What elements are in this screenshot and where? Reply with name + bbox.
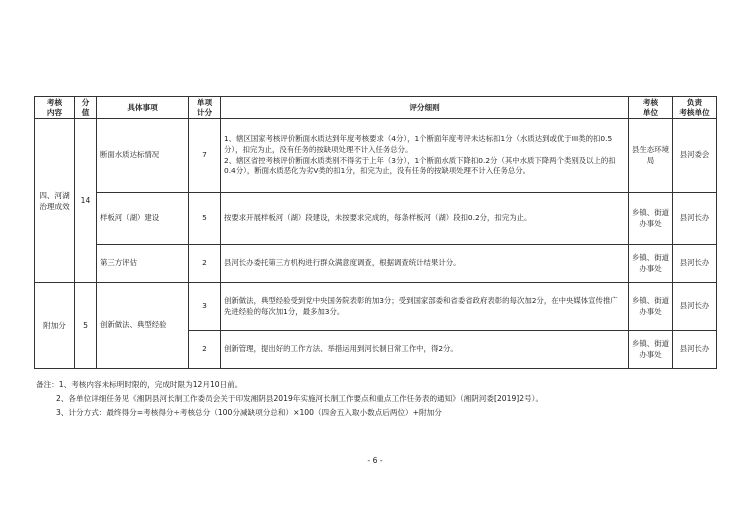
row1-item: 断面水质达标情况 (97, 119, 189, 193)
header-unit: 考核 单位 (629, 97, 673, 119)
row4-rules: 创新做法，典型经验受到党中央国务院表彰的加3分；受到国家部委和省委省政府表彰的每次加2分，在中央媒体宣传推广先进经验的每次加1分，最多加3分。 (221, 283, 629, 331)
row1-owner: 县河委会 (673, 119, 717, 193)
section1-points: 14 (75, 119, 97, 283)
row2-item: 样板河（湖）建设 (97, 193, 189, 245)
row5-rules: 创新管理，提出好的工作方法、举措运用到河长制日常工作中，得2分。 (221, 331, 629, 369)
row1-item-points: 7 (189, 119, 221, 193)
section1-category: 四、河湖治理成效 (35, 119, 75, 283)
note-line-1: 备注：1、考核内容未标明时限的，完成时限为12月10日前。 (36, 380, 243, 389)
row3-item-points: 2 (189, 245, 221, 283)
table-row (35, 119, 717, 193)
header-row (35, 97, 717, 119)
note-line-2: 2、各单位详细任务见《湘阴县河长制工作委员会关于印发湘阴县2019年实施河长制工作要点和重点工作任务表的通知》（湘阴河委[2019]2号）。 (56, 394, 544, 403)
row4-owner: 县河长办 (673, 283, 717, 331)
table-row (35, 283, 717, 331)
row3-item: 第三方评估 (97, 245, 189, 283)
header-item-points: 单项 计分 (189, 97, 221, 119)
section2-item: 创新做法、典型经验 (97, 283, 189, 369)
row4-item-points: 3 (189, 283, 221, 331)
row2-unit: 乡镇、街道办事处 (629, 193, 673, 245)
row5-unit: 乡镇、街道办事处 (629, 331, 673, 369)
header-rules: 评分细则 (221, 97, 629, 119)
header-owner: 负责 考核单位 (673, 97, 717, 119)
section2-points: 5 (75, 283, 97, 369)
notes (36, 378, 726, 420)
row1-rules: 1、辖区国家考核评价断面水质达到年度考核要求（4分），1个断面年度考评未达标扣1分（水质达到或优于III类的扣0.5分），扣完为止，没有任务的按缺项处理不计入任务总分。 2、辖区省控考核评价断面水质类别不得劣于上年（3分），1个断面水质下降扣0.2分（其中水质下降两个类别及以上的扣0.4分），断面水质恶化为劣V类的扣1分，扣完为止，没有任务的按缺项处理不计入任务总分。 (221, 119, 629, 193)
row3-unit: 乡镇、街道办事处 (629, 245, 673, 283)
section2-category: 附加分 (35, 283, 75, 369)
note-line-3: 3、计分方式：最终得分=考核得分÷考核总分（100分减缺项分总和）×100（四舍五入取小数点后两位）+附加分 (56, 408, 442, 417)
row4-unit: 乡镇、街道办事处 (629, 283, 673, 331)
header-category: 考核 内容 (35, 97, 75, 119)
table-row (35, 245, 717, 283)
row2-owner: 县河长办 (673, 193, 717, 245)
row1-unit: 县生态环境局 (629, 119, 673, 193)
scoring-table (34, 96, 717, 369)
page-number: - 6 - (367, 456, 383, 465)
row5-item-points: 2 (189, 331, 221, 369)
row2-item-points: 5 (189, 193, 221, 245)
table-row (35, 193, 717, 245)
row3-owner: 县河长办 (673, 245, 717, 283)
row3-rules: 县河长办委托第三方机构进行群众满意度调查，根据调查统计结果计分。 (221, 245, 629, 283)
row2-rules: 按要求开展样板河（湖）段建设，未按要求完成的，每条样板河（湖）段扣0.2分，扣完为止。 (221, 193, 629, 245)
header-item: 具体事项 (97, 97, 189, 119)
row5-owner: 县河长办 (673, 331, 717, 369)
header-points: 分 值 (75, 97, 97, 119)
